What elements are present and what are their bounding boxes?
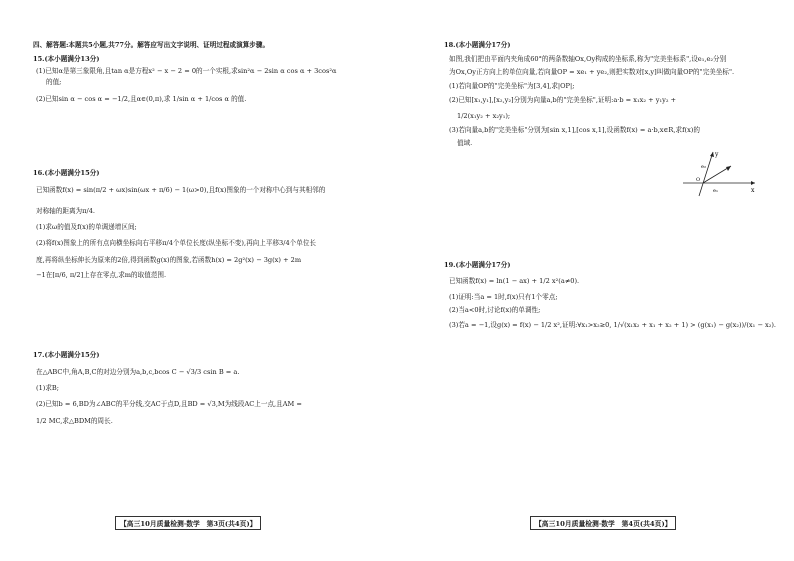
q19-line3: (2)当a<0时,讨论f(x)的单调性; <box>449 306 541 314</box>
q15-title: 15.(本小题满分13分) <box>33 55 100 63</box>
diagram-x-label: x <box>751 187 755 194</box>
q16-title: 16.(本小题满分15分) <box>33 169 100 177</box>
q15-part2: (2)已知sin α − cos α = −1/2,且α∈(0,π),求 1/sin α + 1/cos α 的值. <box>36 95 247 103</box>
q16-line6: −1在[π/6, π/2]上存在零点,求m的取值范围. <box>36 271 167 279</box>
q16-line2: 对称轴的距离为π/4. <box>36 207 96 215</box>
right-page <box>397 0 794 561</box>
q16-line1: 已知函数f(x) = sin(π/2 + ωx)sin(ωx + π/6) − 1(ω>0),且f(x)图象的一个对称中心到与其相邻的 <box>36 186 326 194</box>
q17-line4: 1/2 MC,求△BDM的周长. <box>36 417 113 425</box>
diagram-e2-label: e₂ <box>701 164 706 170</box>
right-footer: 【高三10月质量检测·数学 第4页(共4页)】 <box>530 516 676 530</box>
q16-line5: 度,再将纵坐标伸长为原来的2倍,得到函数g(x)的图象,若函数h(x) = 2g²(x) − 3g(x) + 2m <box>36 256 302 264</box>
q19-title: 19.(本小题满分17分) <box>444 261 511 269</box>
diagram-y-label: y <box>715 151 719 158</box>
q17-line3: (2)已知b = 6,BD为∠ABC的平分线,交AC于点D,且BD = √3,M为线段AC上一点,且AM = <box>36 400 302 408</box>
q18-line7: 值域. <box>457 139 473 147</box>
left-footer: 【高三10月质量检测·数学 第3页(共4页)】 <box>115 516 261 530</box>
q18-line3: (1)若向量OP的"完美坐标"为[3,4],求|OP|; <box>449 82 575 90</box>
q16-line3: (1)求ω的值及f(x)的单调递增区间; <box>36 223 137 231</box>
q18-line2: 为Ox,Oy正方向上的单位向量,若向量OP = xe₁ + ye₂,则把实数对[x,y]叫做向量OP的"完美坐标". <box>449 68 735 76</box>
q15-part1-cont: 的值; <box>46 78 62 86</box>
q18-line1: 如图,我们把由平面内夹角成60°的两条数轴Ox,Oy构成的坐标系,称为"完美坐标系",设e₁,e₂分别 <box>449 55 727 63</box>
q19-line1: 已知函数f(x) = ln(1 − ax) + 1/2 x²(a≠0). <box>449 277 580 285</box>
diagram-e1-label: e₁ <box>713 188 718 194</box>
q17-title: 17.(本小题满分15分) <box>33 351 100 359</box>
q17-line1: 在△ABC中,角A,B,C的对边分别为a,b,c,bcos C − √3/3 csin B = a. <box>36 368 240 376</box>
q19-line4: (3)若a = −1,设g(x) = f(x) − 1/2 x²,证明:∀x₁>x₂≥0, 1/√(x₁x₂ + x₁ + x₂ + 1) > (g(x₁) − g(x₂))/(x₁ − x₂). <box>449 321 777 329</box>
q18-line4: (2)已知[x₁,y₁],[x₂,y₂]分别为向量a,b的"完美坐标",证明:a·b = x₁x₂ + y₁y₂ + <box>449 96 677 104</box>
q15-part1: (1)已知α是第三象限角,且tan α是方程x² − x − 2 = 0的一个实根,求sin²α − 2sin α cos α + 3cos²α <box>36 67 337 75</box>
q17-line2: (1)求B; <box>36 384 60 392</box>
q18-title: 18.(本小题满分17分) <box>444 41 511 49</box>
perfect-coordinate-diagram <box>679 148 759 198</box>
q18-line5: 1/2(x₁y₂ + x₂y₁); <box>457 112 511 120</box>
section-header: 四、解答题:本题共5小题,共77分。解答应写出文字说明、证明过程或演算步骤。 <box>33 41 270 49</box>
q16-line4: (2)将f(x)图象上的所有点向横坐标向右平移π/4个单位长度(纵坐标不变),再向上平移3/4个单位长 <box>36 239 317 247</box>
q19-line2: (1)证明:当a = 1时,f(x)只有1个零点; <box>449 293 558 301</box>
diagram-origin-label: O <box>696 177 701 183</box>
q18-line6: (3)若向量a,b的"完美坐标"分别为[sin x,1],[cos x,1],设函数f(x) = a·b,x∈R,求f(x)的 <box>449 126 700 134</box>
